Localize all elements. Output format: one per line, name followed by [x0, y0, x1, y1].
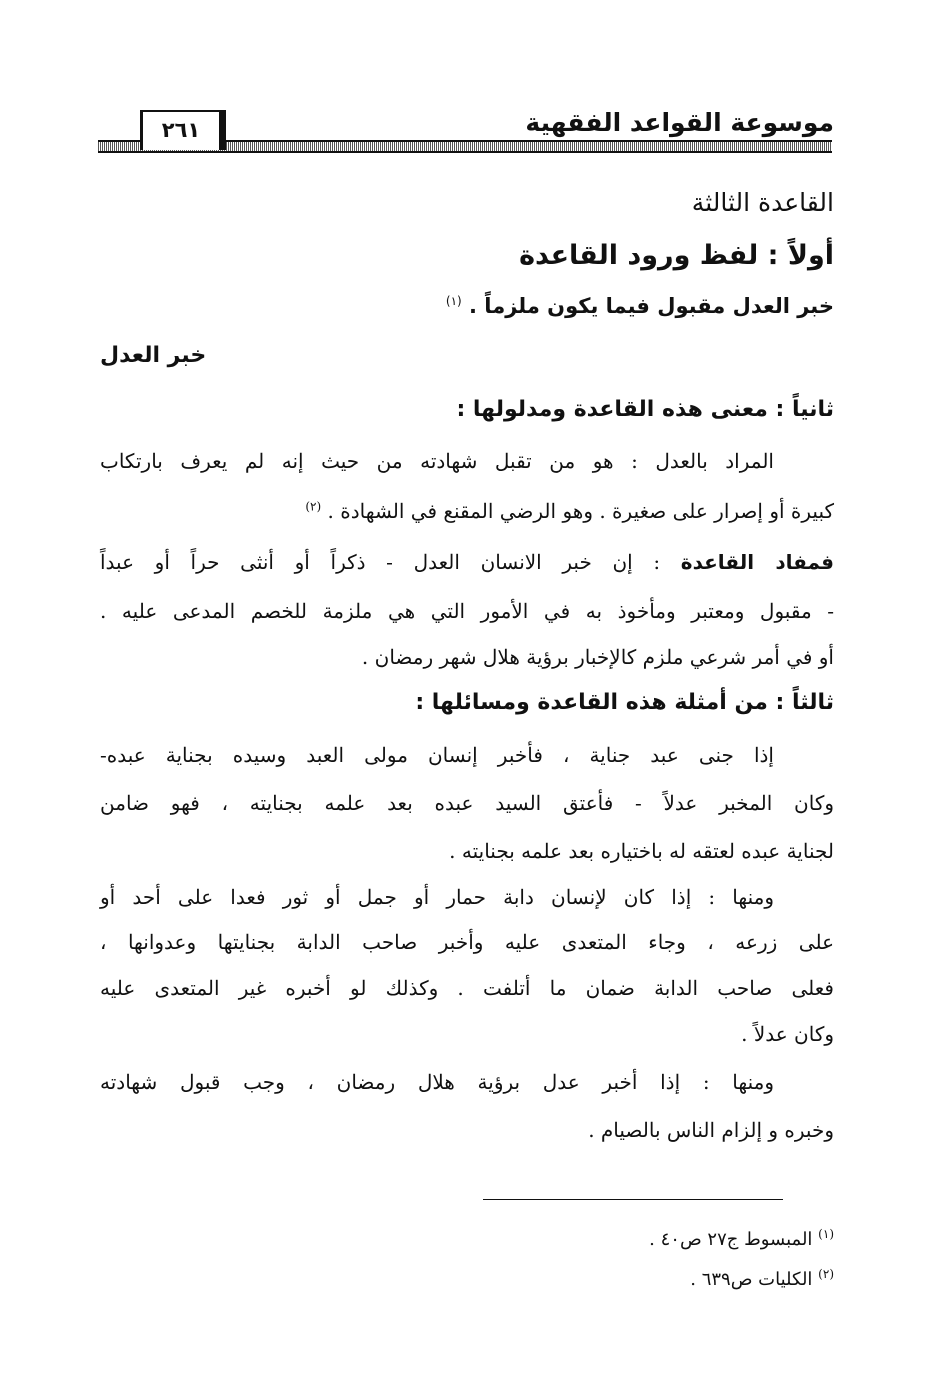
page-number: ٢٦١ — [140, 110, 226, 150]
example-1-line-3: لجناية عبده لعتقه له باختياره بعد علمه بجنايته . — [449, 839, 834, 863]
footnote-1-marker: (١) — [818, 1227, 834, 1241]
rule-text: خبر العدل مقبول فيما يكون ملزماً . — [469, 294, 834, 318]
benefit-line-3: أو في أمر شرعي ملزم كالإخبار برؤية هلال شهر رمضان . — [361, 645, 834, 669]
footnote-separator — [483, 1199, 783, 1200]
rule-term: خبر العدل — [100, 343, 207, 368]
section-heading-examples: ثالثاً : من أمثلة هذه القاعدة ومسائلها : — [415, 690, 834, 715]
benefit-line-2: - مقبول ومعتبر ومأخوذ به في الأمور التي هي ملزمة للخصم المدعى عليه . — [100, 599, 834, 623]
running-header-title: موسوعة القواعد الفقهية — [525, 108, 834, 137]
footnote-ref-1: (١) — [445, 294, 462, 308]
footnote-1 — [649, 1227, 834, 1250]
example-2-line-1: ومنها : إذا كان لإنسان دابة حمار أو جمل أو ثور فعدا على أحد أو — [100, 885, 774, 909]
example-1-line-2: وكان المخبر عدلاً - فأعتق السيد عبده بعد علمه بجنايته ، فهو ضامن — [100, 791, 834, 815]
benefit-line-1 — [100, 550, 834, 574]
footnote-2 — [690, 1267, 834, 1290]
footnote-2-text: الكليات ص٦٣٩ . — [690, 1269, 813, 1290]
example-2-line-2: على زرعه ، وجاء المتعدى عليه وأخبر صاحب الدابة بجنايتها وعدوانها ، — [100, 930, 835, 954]
benefit-line-1-text: : إن خبر الانسان العدل - ذكراً أو أنثى حراً أو عبداً — [100, 550, 661, 574]
footnote-1-text: المبسوط ج٢٧ ص٤٠ . — [649, 1229, 813, 1250]
footnote-2-marker: (٢) — [818, 1267, 834, 1281]
example-2-line-3: فعلى صاحب الدابة ضمان ما أتلفت . وكذلك لو أخبره غير المتعدى عليه — [100, 976, 834, 1000]
rule-statement — [446, 294, 834, 318]
meaning-line-2 — [305, 499, 834, 523]
meaning-line-2-text: كبيرة أو إصرار على صغيرة . وهو الرضي المقنع في الشهادة . — [327, 499, 834, 523]
section-heading-meaning: ثانياً : معنى هذه القاعدة ومدلولها : — [456, 397, 834, 422]
section-heading-wording: أولاً : لفظ ورود القاعدة — [519, 240, 834, 271]
benefit-label: فمفاد القاعدة — [680, 550, 834, 574]
footnote-ref-2: (٢) — [305, 499, 322, 514]
example-2-line-4: وكان عدلاً . — [741, 1022, 834, 1046]
meaning-line-1: المراد بالعدل : هو من تقبل شهادته من حيث إنه لم يعرف بارتكاب — [100, 449, 774, 473]
rule-number-heading: القاعدة الثالثة — [691, 188, 834, 217]
example-3-line-1: ومنها : إذا أخبر عدل برؤية هلال رمضان ، وجب قبول شهادته — [100, 1070, 774, 1094]
example-3-line-2: وخبره و إلزام الناس بالصيام . — [588, 1118, 834, 1142]
example-1-line-1: إذا جنى عبد جناية ، فأخبر إنسان مولى العبد وسيده بجناية عبده- — [100, 743, 774, 767]
